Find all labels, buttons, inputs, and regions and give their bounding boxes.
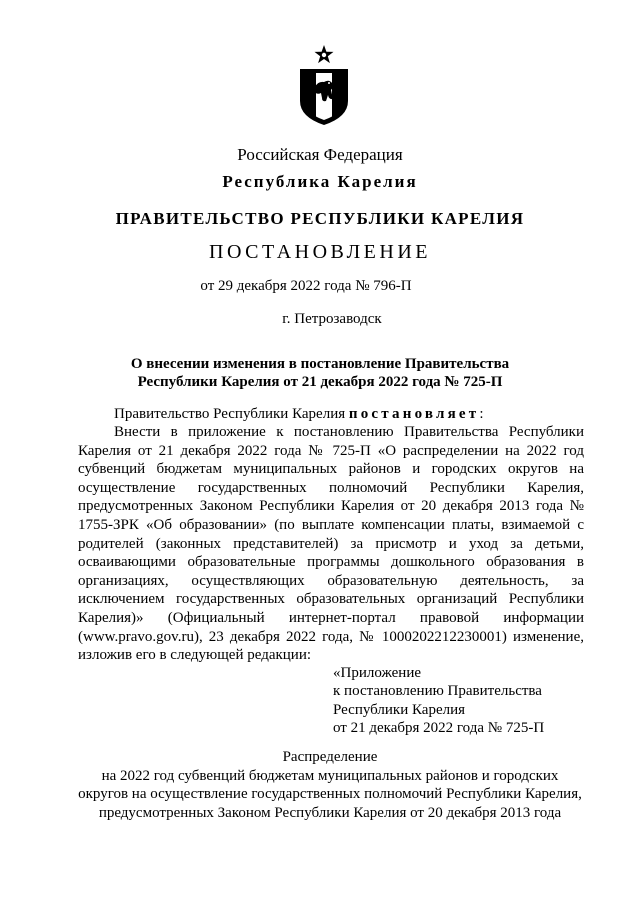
document-type: ПОСТАНОВЛЕНИЕ xyxy=(209,241,431,263)
appendix-line: «Приложение xyxy=(333,665,422,681)
subject-line: О внесении изменения в постановление Правительства xyxy=(130,356,510,372)
government-name: ПРАВИТЕЛЬСТВО РЕСПУБЛИКИ КАРЕЛИЯ xyxy=(115,209,525,228)
appendix-line: от 21 декабря 2022 года № 725-П xyxy=(333,720,545,737)
decree-line xyxy=(114,405,484,423)
decree-verb: постановляет xyxy=(348,406,480,422)
distribution-line: предусмотренных Законом Республики Карелия от 20 декабря 2013 года xyxy=(98,804,562,821)
appendix-reference xyxy=(333,664,544,738)
distribution-line: округов на осуществление государственных полномочий Республики Карелия, xyxy=(78,786,582,803)
appendix-line: к постановлению Правительства xyxy=(333,683,542,700)
country-name: Российская Федерация xyxy=(237,145,403,164)
body-paragraph: Внести в приложение к постановлению Правительства Республики Карелия от 21 декабря 2022 года № 725-П «О распределении на 2022 год субвенций бюджетам муниципальных районов и городских округов на осуществление государственных полномочий Республики Карелия, предусмотренных Законом Республики Карелия от 20 декабря 2013 года № 1755-ЗРК «Об образовании» (по выплате компенсации платы, взимаемой с родителей (законных представителей) за присмотр и уход за детьми, осваивающими образовательные программы дошкольного образования в организациях, осуществляющих образовательную деятельность, за исключением государственных образовательных организаций Республики Карелия)» (Официальный интернет-портал правовой информации (www.pravo.gov.ru), 23 декабря 2022 года, № 1000202212230001) изменение, изложив его в следующей редакции: xyxy=(78,424,584,664)
distribution-line: на 2022 год субвенций бюджетам муниципальных районов и городских xyxy=(101,767,559,784)
document-subject xyxy=(100,355,540,391)
document-city: г. Петрозаводск xyxy=(282,311,382,327)
subject-line: Республики Карелия от 21 декабря 2022 года № 725-П xyxy=(137,374,503,390)
appendix-line: Республики Карелия xyxy=(333,701,466,718)
decree-subject: Правительство Республики Карелия xyxy=(114,406,346,422)
republic-name: Республика Карелия xyxy=(222,172,418,191)
distribution-title: Распределение xyxy=(282,749,378,765)
distribution-heading xyxy=(60,748,600,822)
document-date-number: от 29 декабря 2022 года № 796-П xyxy=(200,278,412,294)
decree-colon: : xyxy=(479,406,484,422)
karelia-coat-of-arms-icon xyxy=(296,43,352,127)
